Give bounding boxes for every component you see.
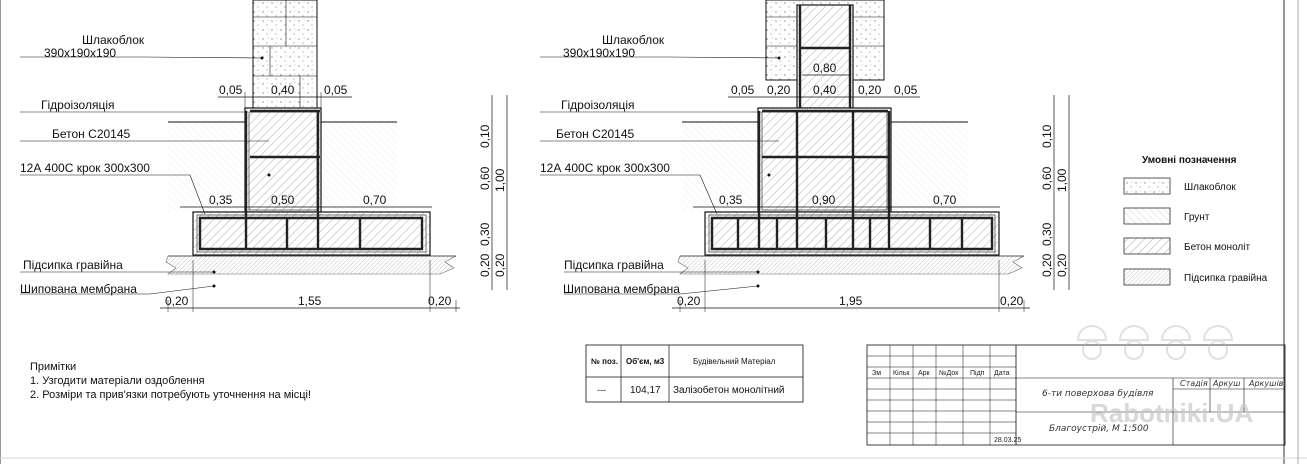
left-dim-v1: 0,10 [478,124,492,148]
stamp-sheet-header: Аркуш [1213,379,1241,388]
left-waterproof-label: Гідроізоляція [41,98,115,112]
legend-item: Грунт [1184,212,1210,223]
right-dim-bot2: 1,95 [839,294,863,308]
spec-header-material: Будівельний Матеріал [693,357,776,366]
notes-item: 2. Розміри та прив'язки потребують уточнення на місці! [30,389,312,401]
left-concrete-label: Бетон С20145 [52,127,131,141]
left-dim-v5: 0,20 [478,253,492,277]
legend-item: Підсипка гравійна [1184,273,1268,284]
stamp-col: Кільк [893,370,910,377]
right-dim-w1: 0,05 [731,83,755,97]
right-dim-b2: 0,90 [812,193,836,207]
left-dim-bot3: 0,20 [428,294,452,308]
spec-cell-pos: --- [597,385,606,395]
right-blocks-size: 390x190x190 [563,46,636,60]
right-dim-v3: 1,00 [1055,168,1069,192]
spec-header-pos: № поз. [591,357,618,366]
right-dim-v5: 0,20 [1040,253,1054,277]
left-membrane-label: Шипована мембрана [20,282,137,296]
watermark-helmets-icon [1078,326,1232,359]
left-dim-b1: 0,35 [209,193,233,207]
right-dim-bot1: 0,20 [677,294,701,308]
right-rebar-label: 12А 400С крок 300х300 [540,161,670,175]
stamp-date: 28.03.25 [994,437,1022,444]
notes-item: 1. Узгодити матеріали оздоблення [30,375,205,387]
stamp-col: Підп [970,370,985,377]
right-gravel-label: Підсипка гравійна [564,258,664,272]
right-dim-w3: 0,40 [813,83,837,97]
stamp-col: Зм [872,370,882,377]
right-concrete-label: Бетон С20145 [556,127,635,141]
left-blocks-size: 390x190x190 [44,46,117,60]
right-dim-b3: 0,70 [933,193,957,207]
legend-item: Шлакоблок [1184,182,1236,193]
left-blocks-label: Шлакоблок [82,33,145,47]
left-dim-v4: 0,30 [478,222,492,246]
right-dim-b1: 0,35 [719,193,743,207]
spec-cell-material: Залізобетон монолітний [673,385,785,396]
right-dim-bot3: 0,20 [1000,294,1024,308]
spec-cell-volume: 104,17 [630,385,661,396]
left-dim-v3: 1,00 [493,168,507,192]
watermark-text: Rabotniki.UA [1090,398,1254,428]
legend-swatches [1124,178,1170,285]
left-rebar-label: 12А 400С крок 300х300 [20,161,150,175]
stamp-subtitle: Благоустрій, М 1:500 [1049,424,1149,434]
left-dim-bot2: 1,55 [298,294,322,308]
left-gravel-label: Підсипка гравійна [23,258,123,272]
right-dim-v4: 0,30 [1040,222,1054,246]
legend-title: Умовні позначення [1142,155,1237,166]
left-dim-b2: 0,50 [271,193,295,207]
stamp-col: №Док [939,370,959,377]
right-dim-w2: 0,20 [767,83,791,97]
right-dim-v1: 0,10 [1040,124,1054,148]
stamp-sheets-header: Аркушів [1249,379,1284,388]
right-waterproof-label: Гідроізоляція [561,98,635,112]
right-blocks-label: Шлакоблок [602,33,665,47]
right-dim-v6: 0,20 [1055,253,1069,277]
right-dim-v2: 0,60 [1040,166,1054,190]
right-membrane-label: Шипована мембрана [563,282,680,296]
left-dim-v2: 0,60 [478,166,492,190]
stamp-col: Дата [994,370,1010,377]
left-dim-w3: 0,05 [324,83,348,97]
legend-item: Бетон моноліт [1184,242,1251,253]
left-dim-b3: 0,70 [363,193,387,207]
stamp-col: Арк [918,370,930,377]
stamp-title: 6-ти поверхова будівля [1042,389,1154,399]
notes-title: Примітки [30,361,77,373]
left-dim-v6: 0,20 [493,253,507,277]
right-dim-top: 0,80 [813,61,837,75]
left-dim-bot1: 0,20 [165,294,189,308]
right-dim-w5: 0,05 [894,83,918,97]
left-dim-w1: 0,05 [219,83,243,97]
stamp-stage-header: Стадія [1180,379,1208,388]
right-dim-w4: 0,20 [858,83,882,97]
spec-header-volume: Об'єм, м3 [626,357,665,366]
left-dim-w2: 0,40 [271,83,295,97]
